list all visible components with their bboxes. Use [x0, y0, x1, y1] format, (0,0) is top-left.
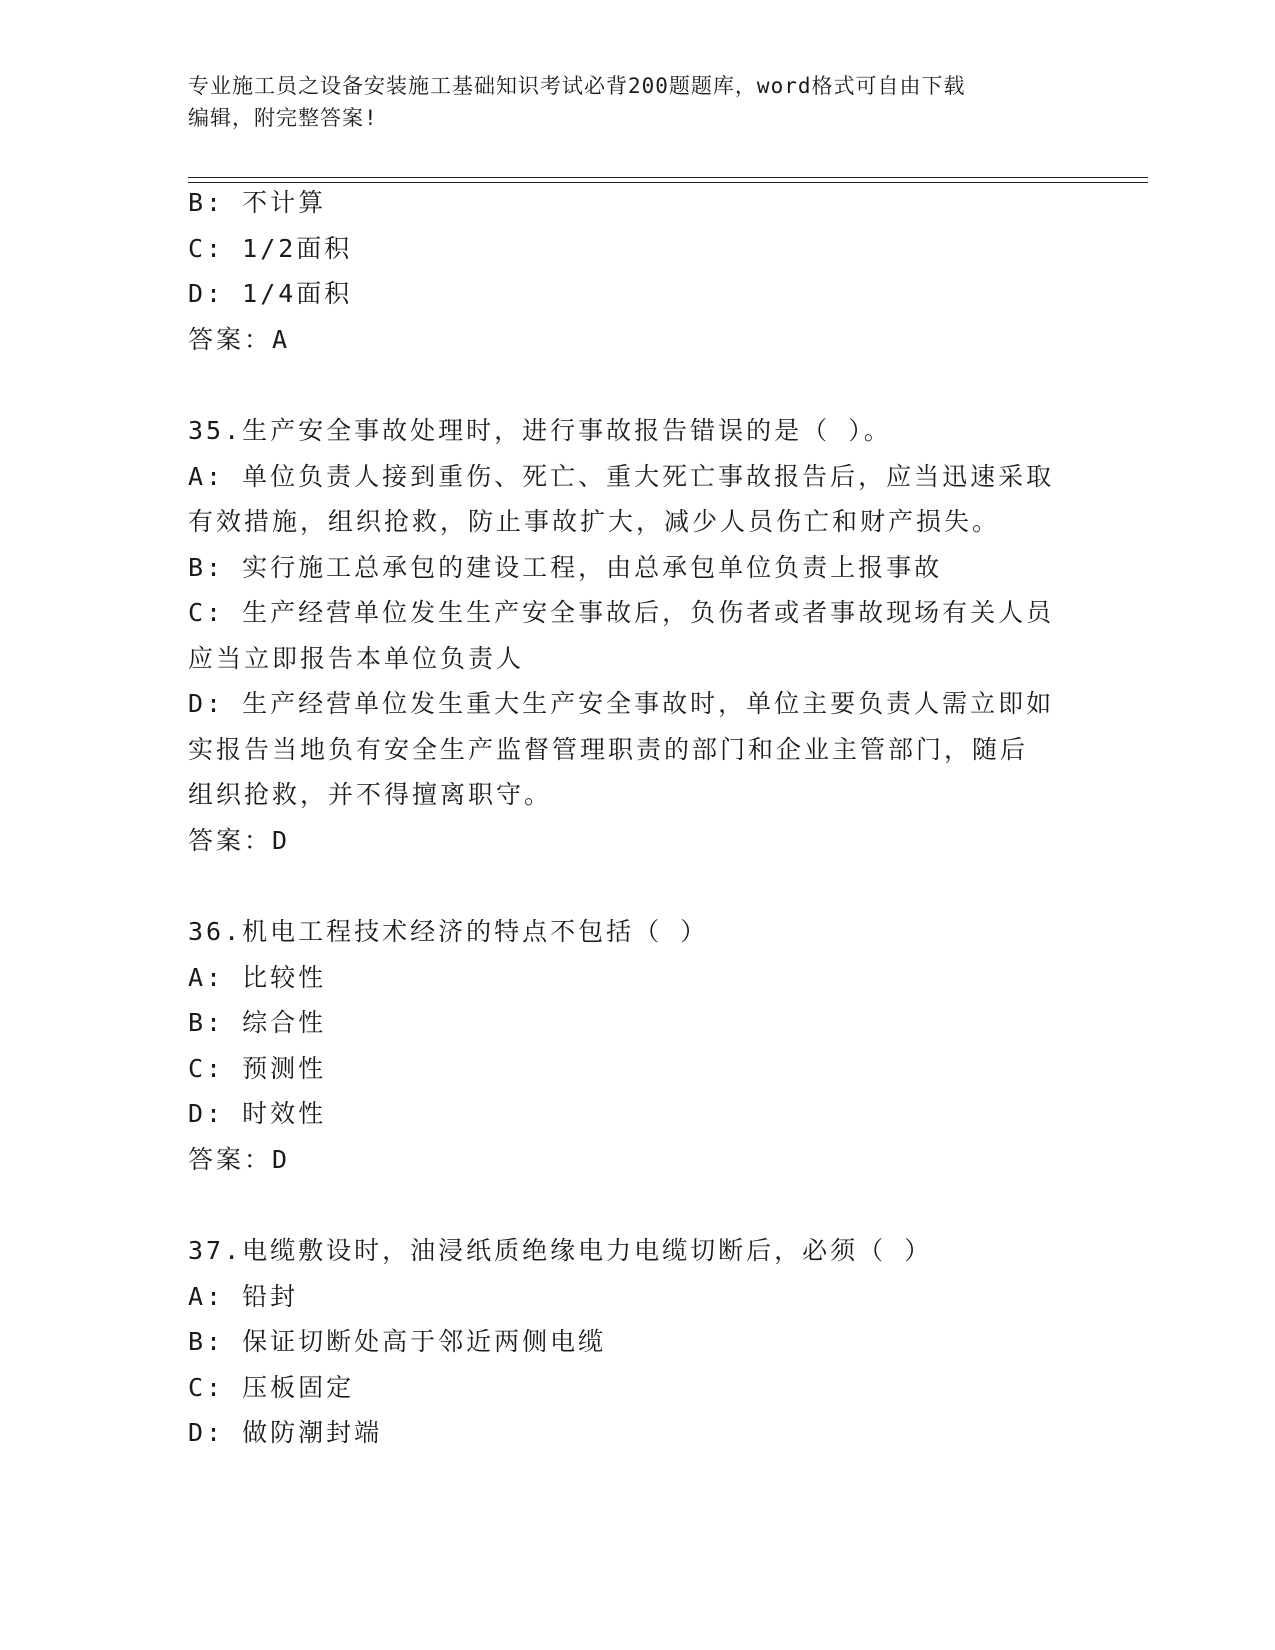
option-d: D: 1/4面积 [188, 279, 353, 308]
question-34-tail [188, 180, 1078, 362]
option-a-line-2: 有效措施，组织抢救，防止事故扩大，减少人员伤亡和财产损失。 [188, 507, 1001, 536]
question-list [188, 180, 1078, 1456]
option-b: B: 保证切断处高于邻近两侧电缆 [188, 1327, 607, 1356]
option-d-line-1: D: 生产经营单位发生重大生产安全事故时，单位主要负责人需立即如 [188, 689, 1055, 718]
option-a: A: 比较性 [188, 962, 327, 992]
header-title-line-1: 专业施工员之设备安装施工基础知识考试必背200题题库，word格式可自由下载 [188, 74, 966, 98]
question-text: 36.机电工程技术经济的特点不包括（ ） [188, 917, 709, 946]
option-c-line-2: 应当立即报告本单位负责人 [188, 643, 525, 673]
option-d: D: 做防潮封端 [188, 1418, 383, 1447]
option-c: C: 1/2面积 [188, 233, 353, 263]
option-b: B: 综合性 [188, 1008, 327, 1037]
spacer [188, 1182, 1078, 1228]
header-divider-top [188, 177, 1148, 178]
spacer [188, 863, 1078, 909]
question-37 [188, 1228, 1078, 1456]
question-35 [188, 408, 1078, 863]
option-c: C: 预测性 [188, 1053, 327, 1083]
question-text: 35.生产安全事故处理时，进行事故报告错误的是（ ）。 [188, 416, 892, 445]
document-header [188, 70, 1088, 134]
option-c: C: 压板固定 [188, 1372, 355, 1402]
option-d: D: 时效性 [188, 1099, 327, 1128]
header-title-line-2: 编辑，附完整答案! [188, 106, 378, 130]
question-text: 37.电缆敷设时，油浸纸质绝缘电力电缆切断后，必须（ ） [188, 1236, 933, 1265]
option-b: B: 不计算 [188, 188, 327, 217]
question-36 [188, 909, 1078, 1182]
option-c-line-1: C: 生产经营单位发生生产安全事故后，负伤者或者事故现场有关人员 [188, 598, 1055, 627]
answer: 答案：D [188, 825, 291, 855]
option-d-line-3: 组织抢救，并不得擅离职守。 [188, 780, 553, 809]
option-a: A: 铅封 [188, 1281, 299, 1311]
answer: 答案：D [188, 1144, 291, 1174]
answer: 答案：A [188, 324, 291, 354]
option-d-line-2: 实报告当地负有安全生产监督管理职责的部门和企业主管部门，随后 [188, 734, 1029, 764]
option-b: B: 实行施工总承包的建设工程，由总承包单位负责上报事故 [188, 552, 943, 582]
spacer [188, 362, 1078, 408]
option-a-line-1: A: 单位负责人接到重伤、死亡、重大死亡事故报告后，应当迅速采取 [188, 461, 1055, 491]
